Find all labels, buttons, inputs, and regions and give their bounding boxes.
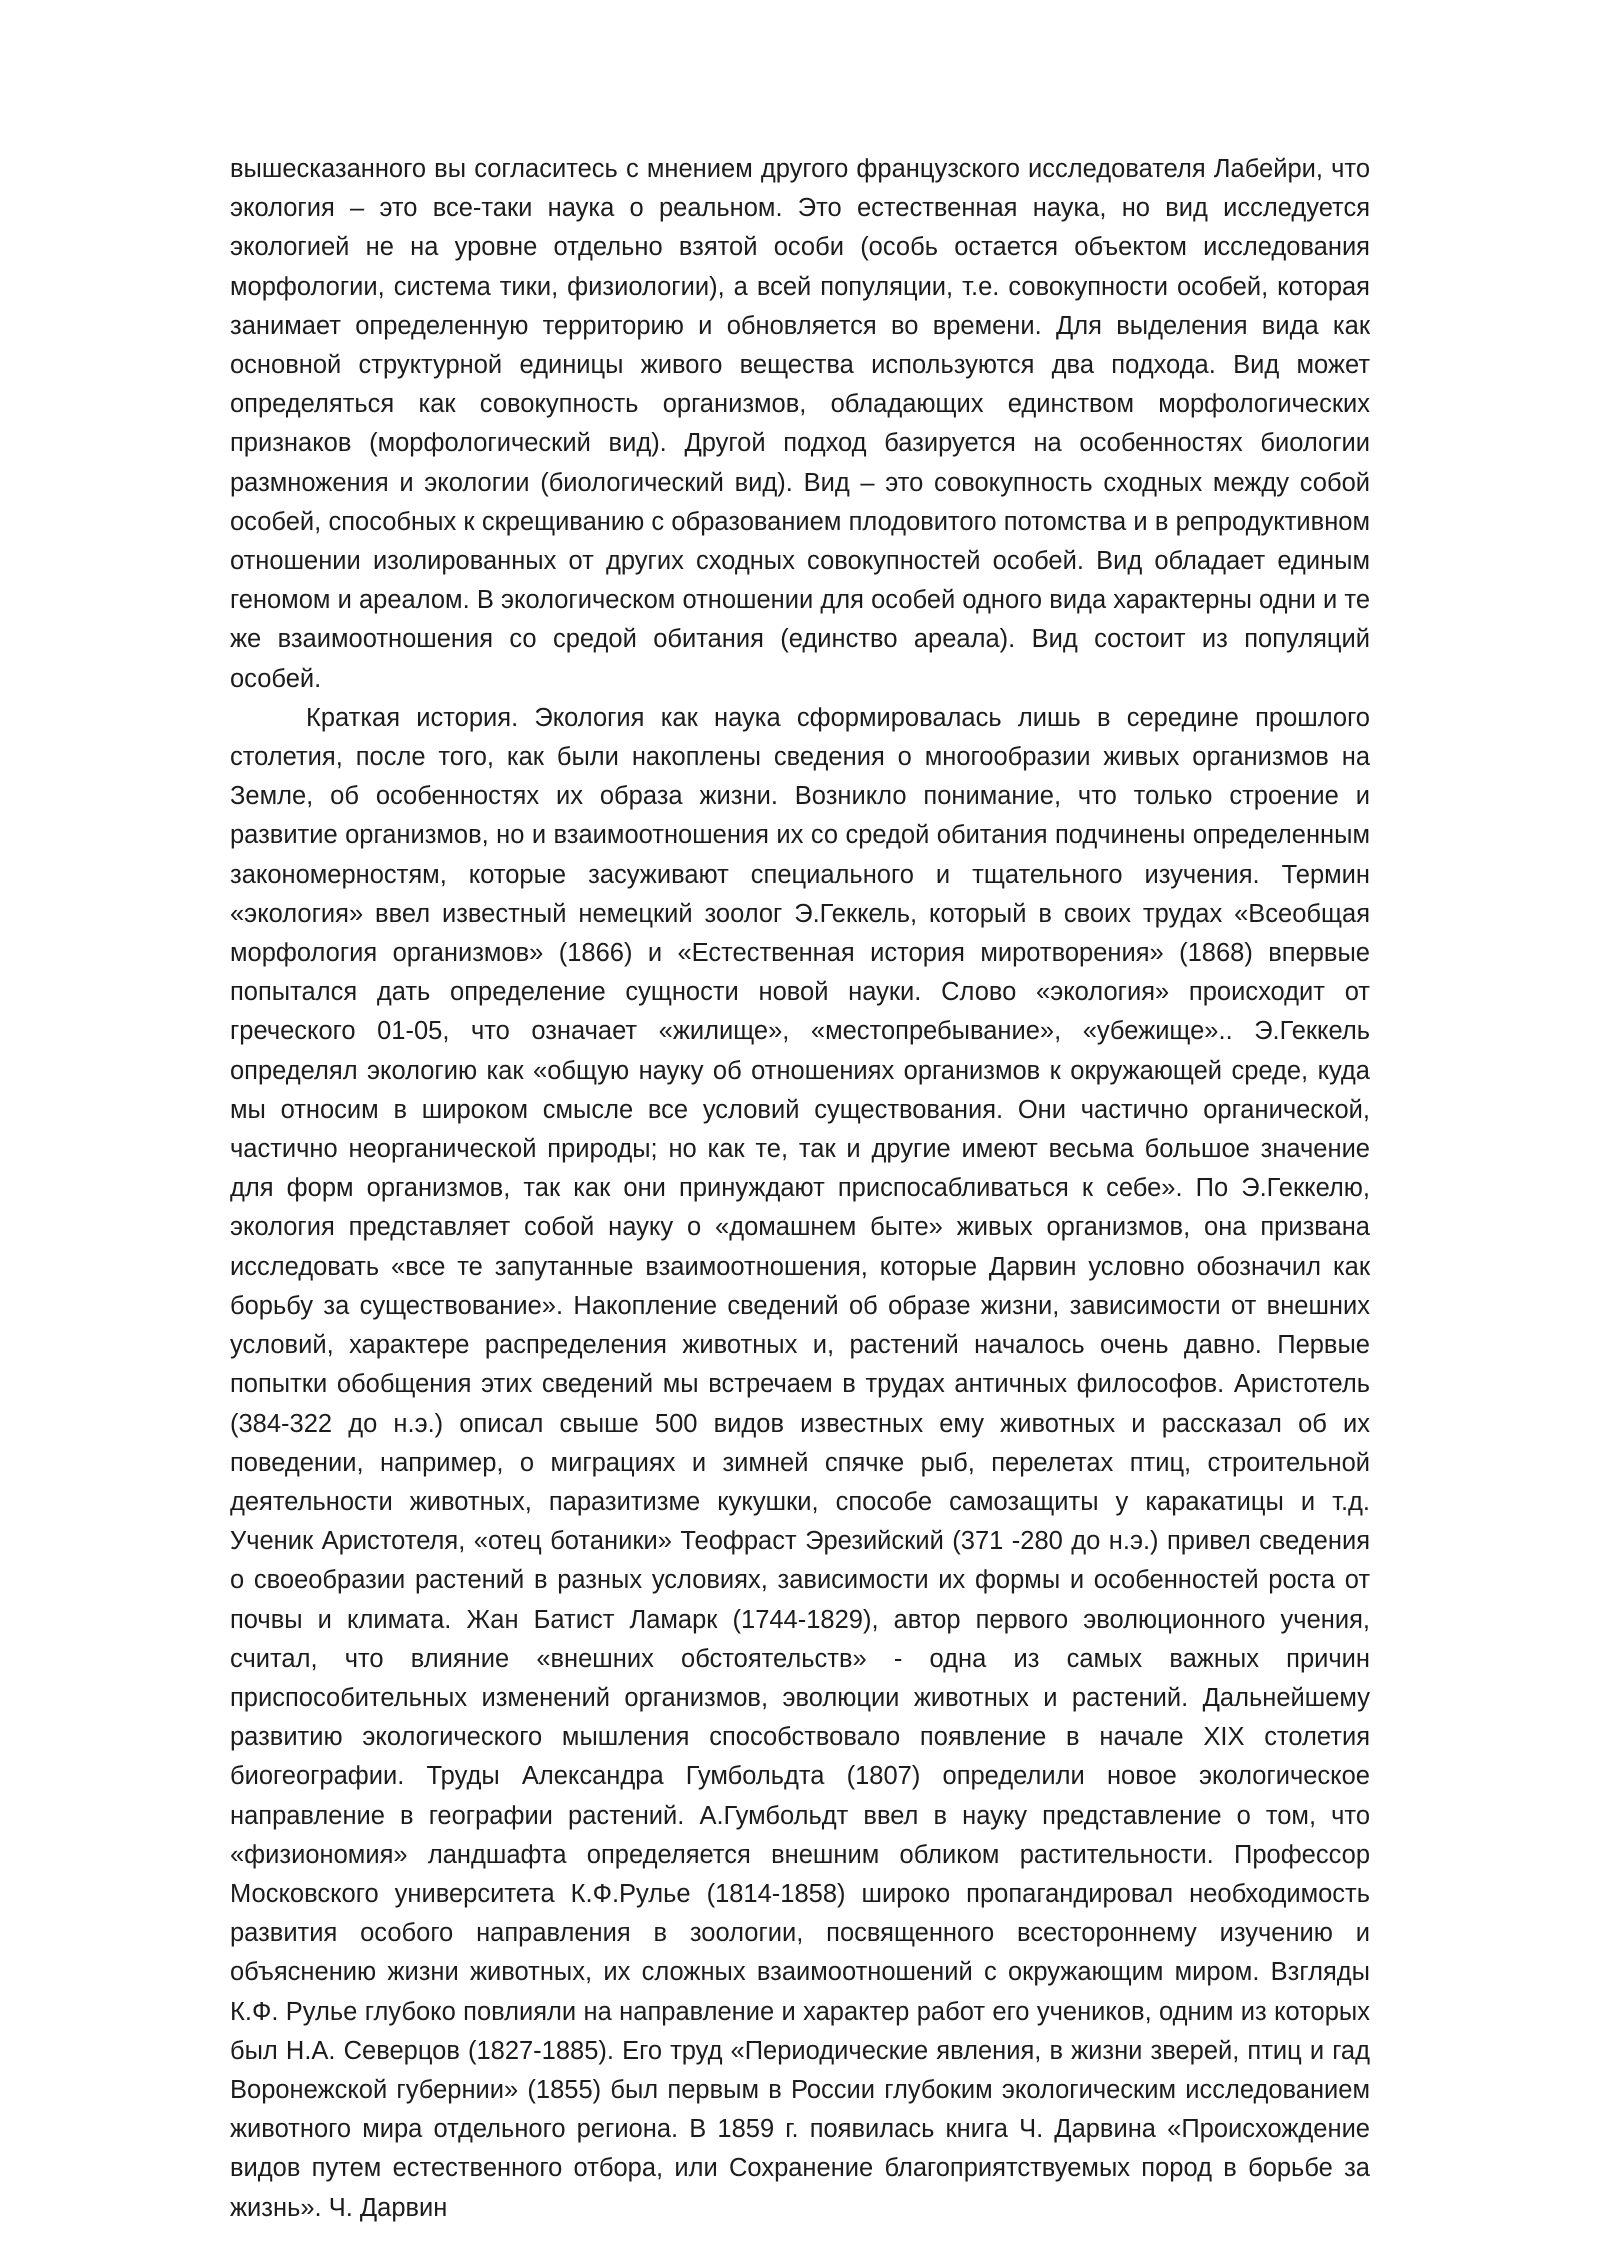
paragraph-brief-history: Краткая история. Экология как наука сформировалась лишь в середине прошлого столетия, после того, как были накоплены сведения о многообразии живых организмов на Земле, об особенностях их образа жизни. Возникло понимание, что только строение и развитие организмов, но и взаимоотношения их со средой обитания подчинены определенным закономерностям, которые засуживают специального и тщательного изучения. Термин «экология» ввел известный немецкий зоолог Э.Геккель, который в своих трудах «Всеобщая морфология организмов» (1866) и «Естественная история миротворения» (1868) впервые попытался дать определение сущности новой науки. Слово «экология» происходит от греческого 01-05, что означает «жилище», «местопребывание», «убежище».. Э.Геккель определял экологию как «общую науку об отношениях организмов к окружающей среде, куда мы относим в широком смысле все условий существования. Они частично органической, частично неорганической природы; но как те, так и другие имеют весьма большое значение для форм организмов, так как они принуждают приспосабливаться к себе». По Э.Геккелю, экология представляет собой науку о «домашнем быте» живых организмов, она призвана исследовать «все те запутанные взаимоотношения, которые Дарвин условно обозначил как борьбу за существование». Накопление сведений об образе жизни, зависимости от внешних условий, характере распределения животных и, растений началось очень давно. Первые попытки обобщения этих сведений мы встречаем в трудах античных философов. Аристотель (384-322 до н.э.) описал свыше 500 видов известных ему животных и рассказал об их поведении, например, о миграциях и зимней спячке рыб, перелетах птиц, строительной деятельности животных, паразитизме кукушки, способе самозащиты у каракатицы и т.д. Ученик Аристотеля, «отец ботаники» Теофраст Эрезийский (371 -280 до н.э.) привел сведения о своеобразии растений в разных условиях, зависимости их формы и особенностей роста от почвы и климата. Жан Батист Ламарк (1744-1829), автор первого эволюционного учения, считал, что влияние «внешних обстоятельств» - одна из самых важных причин приспособительных изменений организмов, эволюции животных и растений. Дальнейшему развитию экологического мышления способствовало появление в начале XIX столетия биогеографии. Труды Александра Гумбольдта (1807) определили новое экологическое направление в географии растений. А.Гумбольдт ввел в науку представление о том, что «физиономия» ландшафта определяется внешним обликом растительности. Профессор Московского университета К.Ф.Рулье (1814-1858) широко пропагандировал необходимость развития особого направления в зоологии, посвященного всестороннему изучению и объяснению жизни животных, их сложных взаимоотношений с окружающим миром. Взгляды К.Ф. Рулье глубоко повлияли на направление и характер работ его учеников, одним из которых был Н.А. Северцов (1827-1885). Его труд «Периодические явления, в жизни зверей, птиц и гад Воронежской губернии» (1855) был первым в России глубоким экологическим исследованием животного мира отдельного региона. В 1859 г. появилась книга Ч. Дарвина «Происхождение видов путем естественного отбора, или Сохранение благоприятствуемых пород в борьбе за жизнь». Ч. Дарвин: [230, 703, 1370, 2222]
paragraph-continuation: вышесказанного вы согласитесь с мнением другого французского исследователя Лабейри, что экология – это все-таки наука о реальном. Это естественная наука, но вид исследуется экологией не на уровне отдельно взятой особи (особь остается объектом исследования морфологии, система тики, физиологии), а всей популяции, т.е. совокупности особей, которая занимает определенную территорию и обновляется во времени. Для выделения вида как основной структурной единицы живого вещества используются два подхода. Вид может определяться как совокупность организмов, обладающих единством морфологических признаков (морфологический вид). Другой подход базируется на особенностях биологии размножения и экологии (биологический вид). Вид – это совокупность сходных между собой особей, способных к скрещиванию с образованием плодовитого потомства и в репродуктивном отношении изолированных от других сходных совокупностей особей. Вид обладает единым геномом и ареалом. В экологическом отношении для особей одного вида характерны одни и те же взаимоотношения со средой обитания (единство ареала). Вид состоит из популяций особей.: [230, 155, 1370, 693]
body-text: [230, 150, 1370, 2228]
